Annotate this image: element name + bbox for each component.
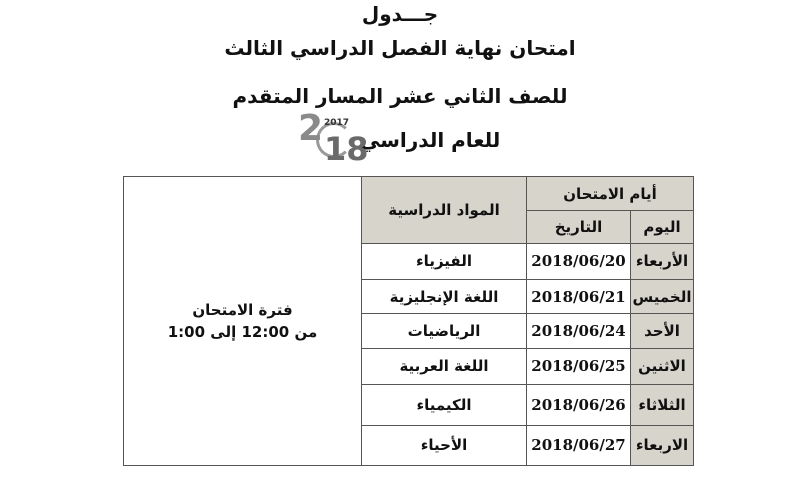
row-day: الثلاثاء xyxy=(631,385,694,425)
row-subject: الفيزياء xyxy=(362,243,527,279)
grade-title: للصف الثاني عشر المسار المتقدم xyxy=(232,84,568,108)
year-logo xyxy=(298,108,369,168)
row-date: 2018/06/26 xyxy=(527,385,631,425)
row-subject: الرياضيات xyxy=(362,314,527,348)
doc-title: جـــدول xyxy=(361,2,439,26)
day-header: اليوم xyxy=(631,211,694,243)
row-date: 2018/06/27 xyxy=(527,425,631,465)
year-logo-digits-18: 18 xyxy=(324,130,369,168)
academic-year-label: للعام الدراسي xyxy=(360,128,501,152)
exam-schedule-table xyxy=(123,176,694,466)
row-subject: اللغة الإنجليزية xyxy=(362,280,527,314)
row-day: الأحد xyxy=(631,314,694,348)
year-logo-digit-2: 2 xyxy=(298,108,324,149)
row-day: الأربعاء xyxy=(631,243,694,279)
row-day: الخميس xyxy=(631,280,694,314)
row-day: الاثنين xyxy=(631,348,694,384)
exam-days-header: أيام الامتحان xyxy=(527,177,694,211)
date-header: التاريخ xyxy=(527,211,631,243)
subjects-header: المواد الدراسية xyxy=(362,177,527,244)
row-date: 2018/06/21 xyxy=(527,280,631,314)
year-logo-2017: 2017 xyxy=(324,118,350,128)
exam-period-cell xyxy=(124,177,362,466)
exam-title: امتحان نهاية الفصل الدراسي الثالث xyxy=(224,36,576,60)
row-subject: الكيمياء xyxy=(362,385,527,425)
row-day: الاربعاء xyxy=(631,425,694,465)
exam-period-title: فترة الامتحان xyxy=(192,301,293,319)
row-date: 2018/06/20 xyxy=(527,243,631,279)
row-date: 2018/06/25 xyxy=(527,348,631,384)
exam-period-time: من 12:00 إلى 1:00 xyxy=(167,323,318,341)
row-subject: الأحياء xyxy=(362,425,527,465)
row-date: 2018/06/24 xyxy=(527,314,631,348)
row-subject: اللغة العربية xyxy=(362,348,527,384)
